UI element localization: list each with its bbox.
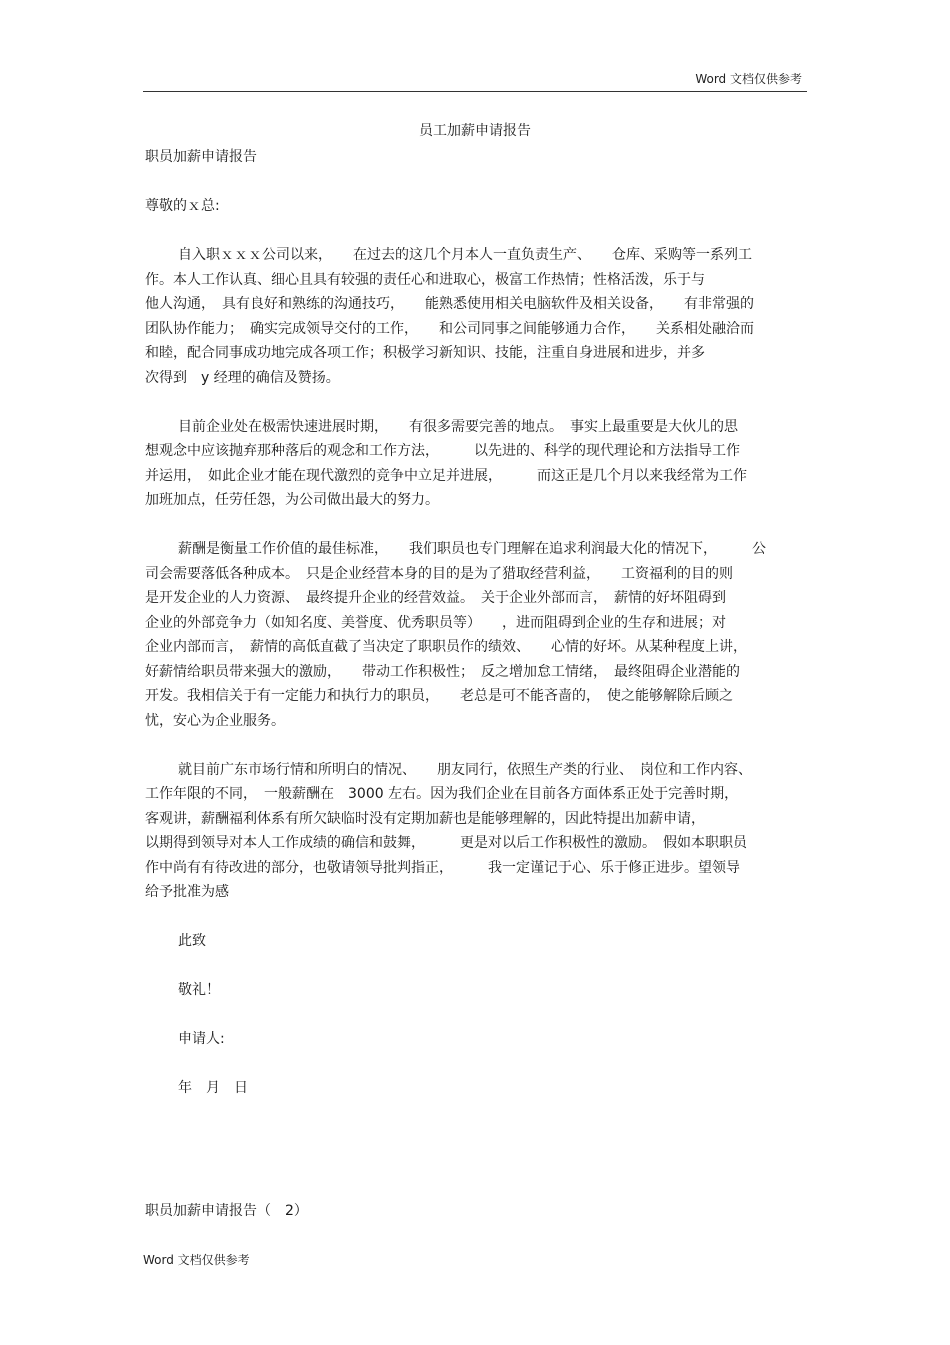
- closing-line-2: 敬礼！: [178, 982, 220, 998]
- paragraph-line: 以期得到领导对本人工作成绩的确信和鼓舞， 更是对以后工作积极性的激励。 假如本职职员: [145, 835, 747, 851]
- paragraph-line: 团队协作能力； 确实完成领导交付的工作， 和公司同事之间能够通力合作， 关系相处融洽而: [145, 320, 754, 337]
- closing-line-1: 此致: [178, 933, 206, 949]
- paragraph-line: 开发。我相信关于有一定能力和执行力的职员， 老总是可不能吝啬的， 使之能够解除后顾之: [145, 688, 733, 704]
- paragraph-line: 自入职ｘｘｘ公司以来， 在过去的这几个月本人一直负责生产、 仓库、采购等一系列工: [178, 247, 752, 263]
- paragraph-line: 是开发企业的人力资源、 最终提升企业的经营效益。 关于企业外部而言， 薪情的好坏阻碍到: [145, 590, 726, 606]
- subtitle: 职员加薪申请报告: [145, 149, 257, 165]
- paragraph-line: 加班加点，任劳任怨，为公司做出最大的努力。: [145, 492, 439, 508]
- next-section-title: 职员加薪申请报告（ 2）: [145, 1202, 308, 1219]
- document-title: 员工加薪申请报告: [419, 123, 531, 139]
- page-footer-text: Word 文档仅供参考: [143, 1253, 250, 1267]
- applicant-label: 申请人:: [178, 1031, 225, 1047]
- paragraph-line: 和睦，配合同事成功地完成各项工作；积极学习新知识、技能，注重自身进展和进步，并多: [145, 345, 705, 361]
- paragraph-line: 次得到 y 经理的确信及赞扬。: [145, 369, 340, 386]
- paragraph-line: 想观念中应该抛弃那种落后的观念和工作方法， 以先进的、科学的现代理论和方法指导工作: [145, 443, 740, 459]
- paragraph-line: 企业内部而言， 薪情的高低直截了当决定了职职员作的绩效、 心情的好坏。从某种程度上讲，: [145, 639, 747, 655]
- paragraph-2: [145, 415, 805, 513]
- paragraph-line: 客观讲，薪酬福利体系有所欠缺临时没有定期加薪也是能够理解的，因此特提出加薪申请，: [145, 810, 705, 827]
- paragraph-4: [145, 758, 805, 905]
- salutation: 尊敬的ｘ总:: [145, 198, 220, 214]
- paragraph-line: 给予批准为感: [145, 884, 229, 900]
- paragraph-line: 企业的外部竞争力（如知名度、美誉度、优秀职员等） ，进而阻碍到企业的生存和进展；对: [145, 614, 726, 631]
- paragraph-line: 工作年限的不同， 一般薪酬在 3000 左右。因为我们企业在目前各方面体系正处于完善时期，: [145, 786, 739, 802]
- paragraph-line: 司会需要落低各种成本。 只是企业经营本身的目的是为了猎取经营利益， 工资福利的目的则: [145, 565, 733, 582]
- date-line: 年 月 日: [178, 1080, 248, 1096]
- paragraph-line: 忧，安心为企业服务。: [145, 712, 285, 729]
- paragraph-line: 就目前广东市场行情和所明白的情况、 朋友同行，依照生产类的行业、 岗位和工作内容、: [178, 761, 752, 778]
- paragraph-3: [145, 537, 805, 733]
- paragraph-line: 作中尚有有待改进的部分，也敬请领导批判指正， 我一定谨记于心、乐于修正进步。望领导: [145, 859, 740, 876]
- page-header-text: Word 文档仅供参考: [695, 72, 802, 86]
- paragraph-line: 作。本人工作认真、细心且具有较强的责任心和进取心，极富工作热情；性格活泼，乐于与: [145, 271, 705, 288]
- header-divider: [143, 91, 807, 92]
- paragraph-line: 目前企业处在极需快速进展时期， 有很多需要完善的地点。 事实上最重要是大伙儿的思: [178, 418, 738, 435]
- paragraph-line: 薪酬是衡量工作价值的最佳标准， 我们职员也专门理解在追求利润最大化的情况下， 公: [178, 541, 766, 557]
- paragraph-line: 他人沟通， 具有良好和熟练的沟通技巧， 能熟悉使用相关电脑软件及相关设备， 有非常强的: [145, 296, 754, 312]
- document-body: [145, 145, 805, 1223]
- paragraph-line: 好薪情给职员带来强大的激励， 带动工作积极性； 反之增加怠工情绪， 最终阻碍企业潜能的: [145, 663, 740, 680]
- paragraph-1: [145, 243, 805, 390]
- paragraph-line: 并运用， 如此企业才能在现代激烈的竞争中立足并进展， 而这正是几个月以来我经常为工作: [145, 467, 747, 484]
